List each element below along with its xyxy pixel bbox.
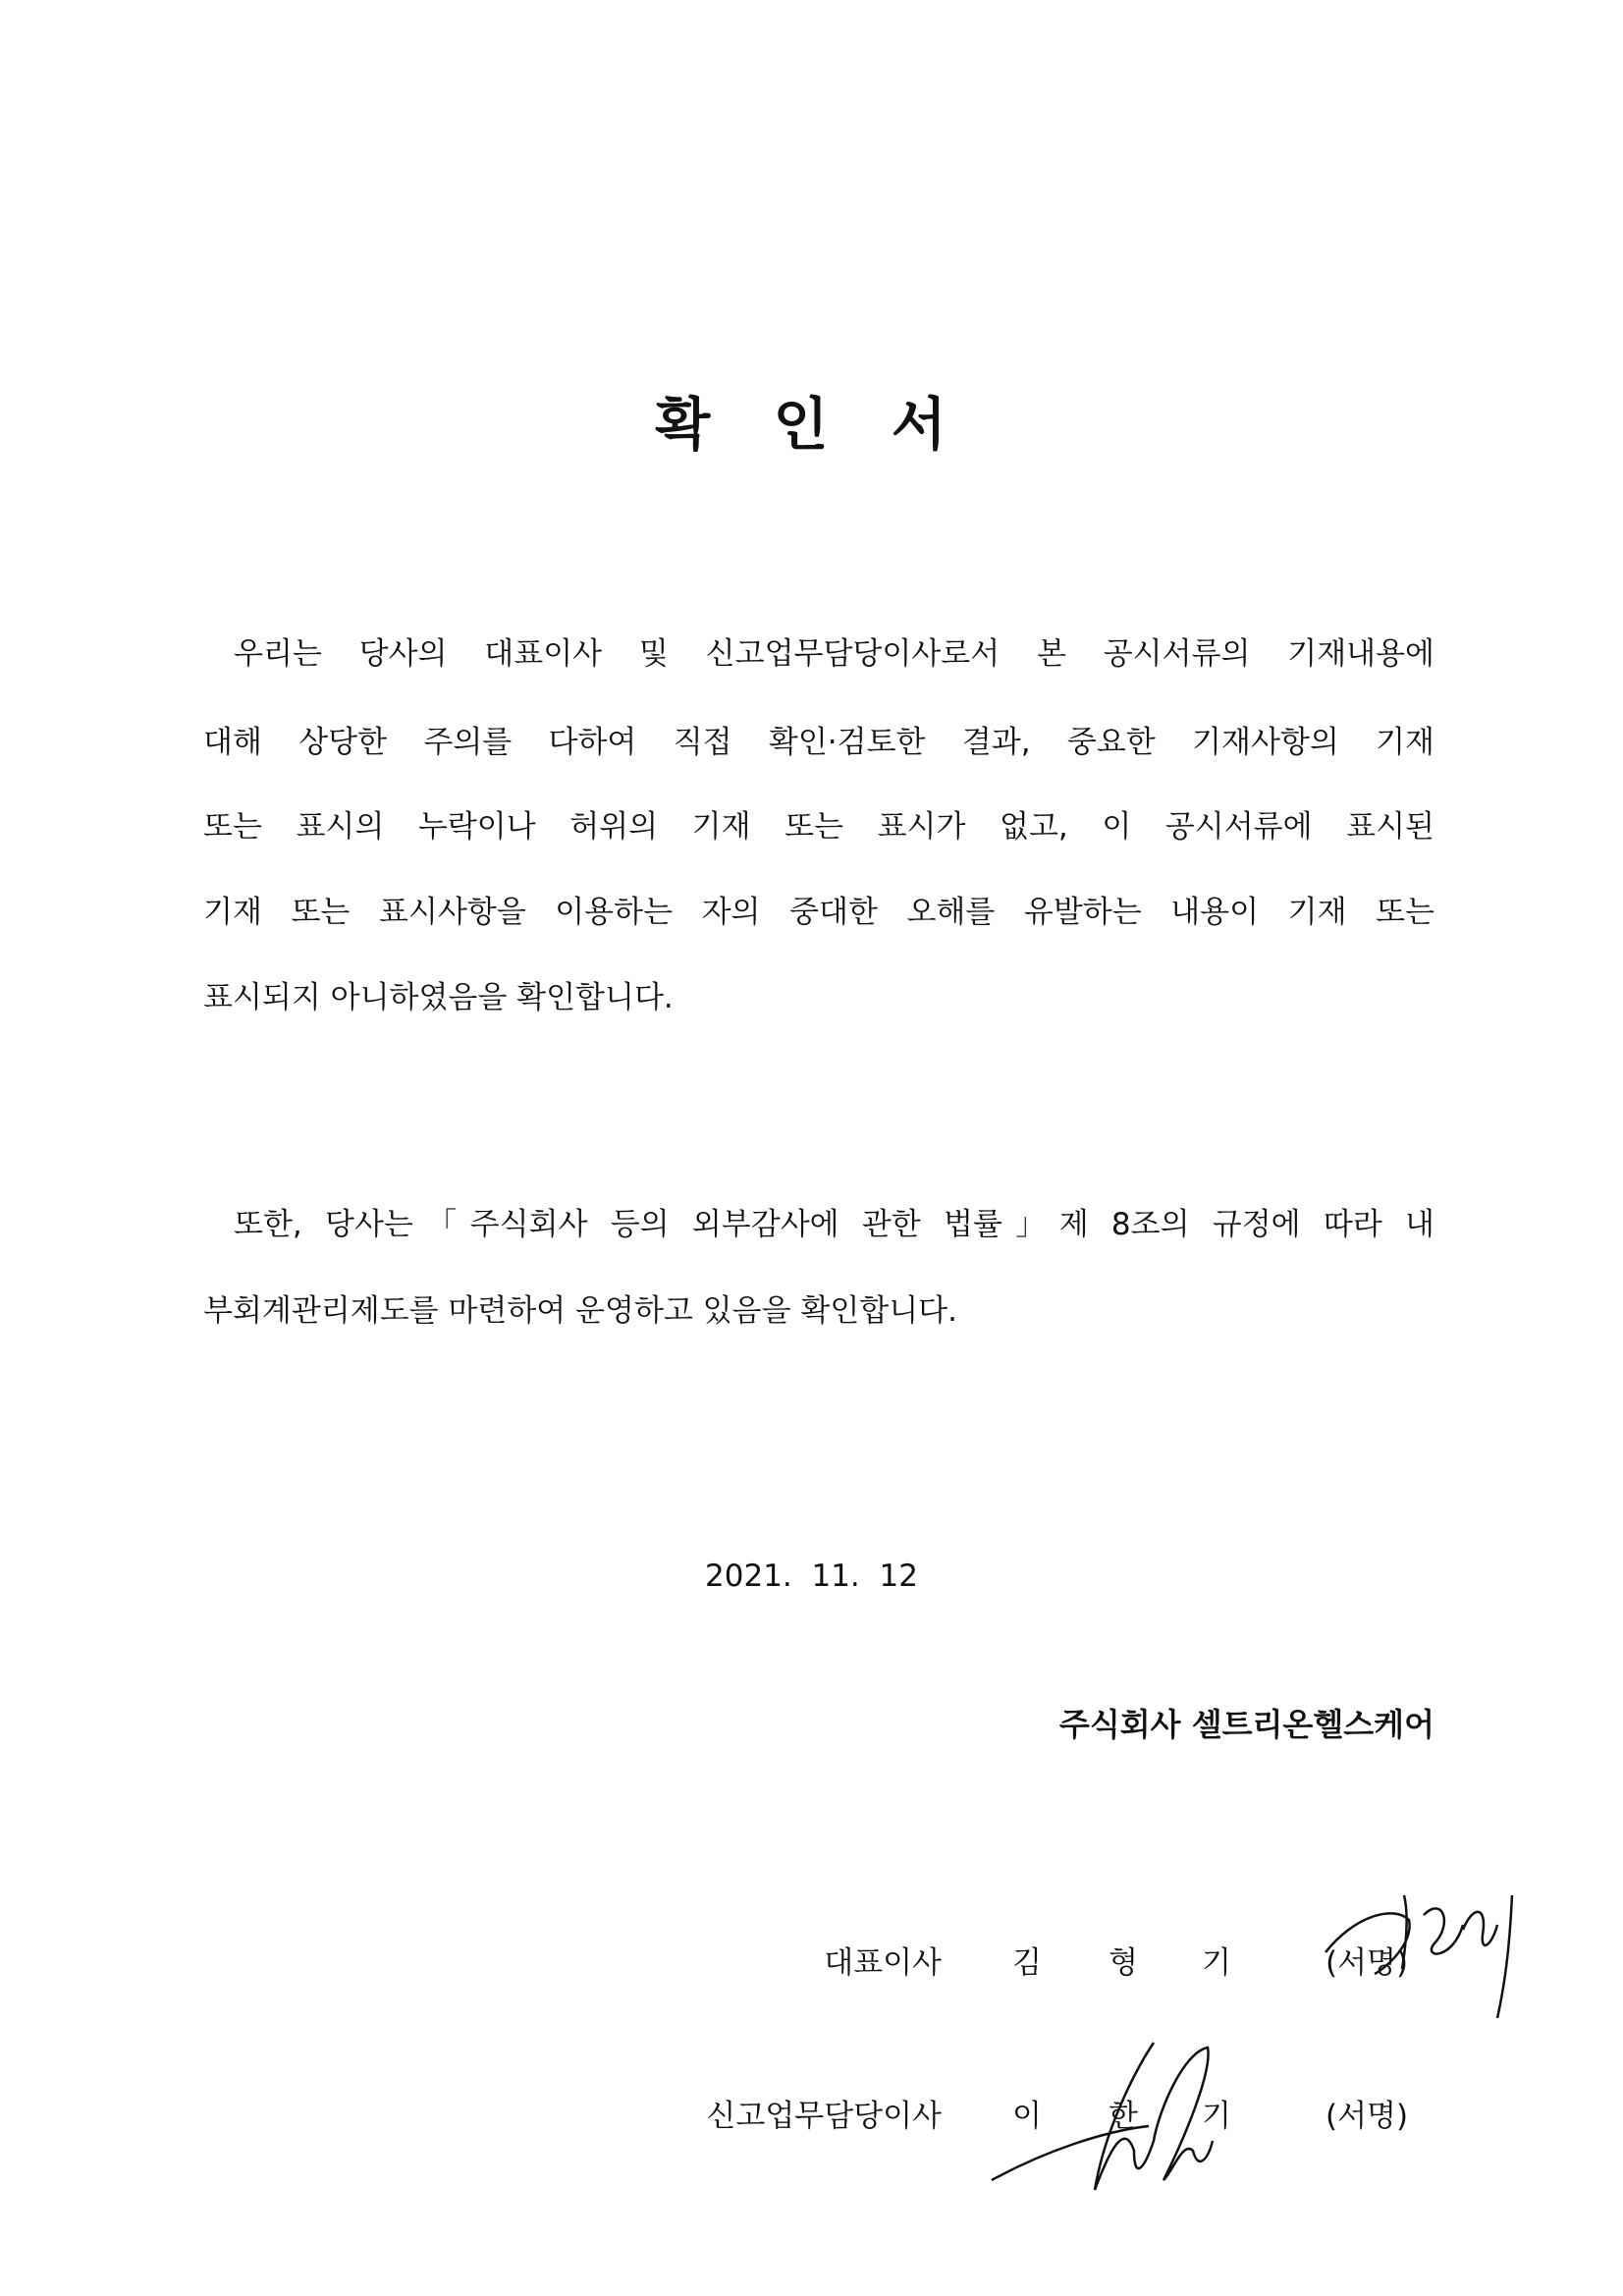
paragraph2-line: 또한, 당사는「주식회사 등의 외부감사에 관한 법률」제 8조의 규정에 따라 내 — [234, 1207, 1434, 1242]
signatory-row-disclosure-director — [0, 2091, 1623, 2134]
signatory-name-char: 기 — [1202, 1945, 1231, 1981]
signatory-role: 대표이사 — [824, 1945, 942, 1981]
signatory-name-char: 김 — [1012, 1945, 1042, 1981]
paragraph1-line: 표시되지 아니하였음을 확인합니다. — [203, 980, 674, 1015]
paragraph1-line: 또는 표시의 누락이나 허위의 기재 또는 표시가 없고, 이 공시서류에 표시된 — [203, 809, 1434, 845]
signature-image — [1316, 1876, 1542, 2023]
sign-label: (서명) — [1325, 2099, 1409, 2134]
signatory-name-char: 한 — [1109, 2099, 1138, 2134]
paragraph2-line: 부회계관리제도를 마련하여 운영하고 있음을 확인합니다. — [203, 1293, 957, 1329]
sign-label: (서명) — [1325, 1945, 1409, 1981]
paragraph1-line: 우리는 당사의 대표이사 및 신고업무담당이사로서 본 공시서류의 기재내용에 — [234, 636, 1434, 672]
signatory-name-char: 형 — [1109, 1945, 1138, 1981]
signatory-name-char: 이 — [1012, 2099, 1042, 2134]
company-name: 주식회사 셀트리온헬스케어 — [1058, 1706, 1434, 1743]
signatory-name-char: 기 — [1202, 2099, 1231, 2134]
document-date: 2021. 11. 12 — [705, 1558, 918, 1594]
signature-image — [987, 2033, 1222, 2200]
document-title: 확 인 서 — [655, 391, 968, 458]
signatory-role: 신고업무담당이사 — [706, 2099, 942, 2134]
paragraph1-line: 기재 또는 표시사항을 이용하는 자의 중대한 오해를 유발하는 내용이 기재 또는 — [203, 895, 1434, 930]
paragraph1-line: 대해 상당한 주의를 다하여 직접 확인·검토한 결과, 중요한 기재사항의 기재 — [203, 725, 1434, 760]
